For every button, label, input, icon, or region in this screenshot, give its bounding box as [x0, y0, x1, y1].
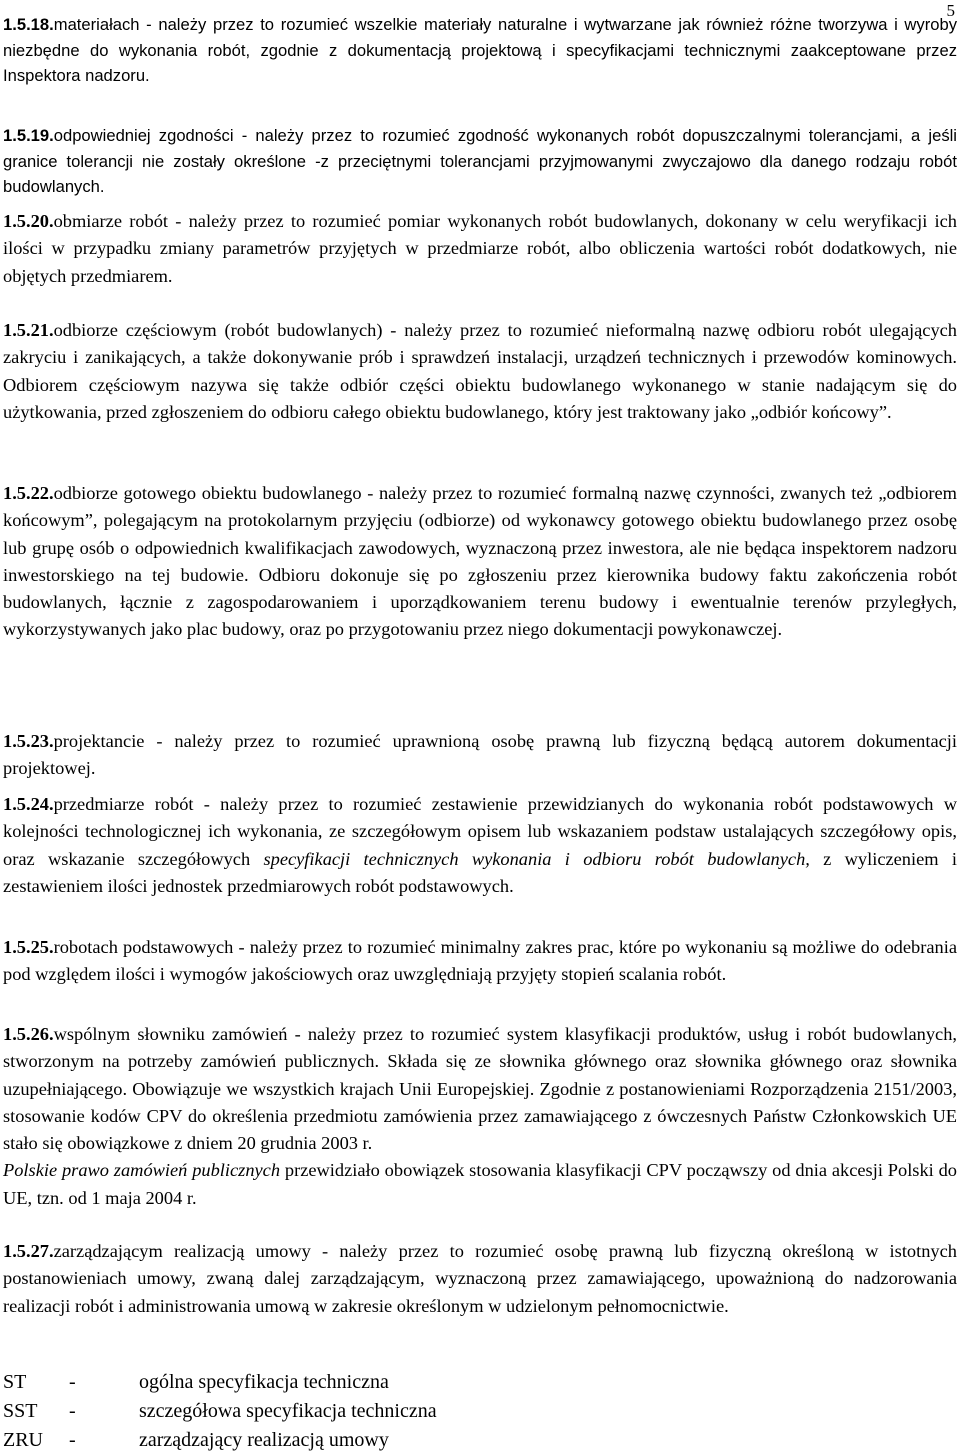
- definition-number: 1.5.25.: [3, 937, 54, 957]
- abbreviation-meaning: szczegółowa specyfikacja techniczna: [139, 1400, 437, 1422]
- definition-number: 1.5.21.: [3, 320, 54, 340]
- abbreviation-dash: -: [69, 1400, 76, 1422]
- abbreviation-dash: -: [69, 1429, 76, 1451]
- definition-1-5-20: [3, 208, 957, 290]
- definition-1-5-25: [3, 934, 957, 989]
- definition-1-5-27: [3, 1238, 957, 1320]
- abbreviation-meaning: ogólna specyfikacja techniczna: [139, 1371, 389, 1393]
- definition-text: projektancie - należy przez to rozumieć uprawnioną osobę prawną lub fizyczną będącą autorem dokumentacji projektowej.: [3, 731, 957, 779]
- definition-number: 1.5.22.: [3, 483, 54, 503]
- definition-text: odpowiedniej zgodności - należy przez to rozumieć zgodność wykonanych robót dopuszczalnymi tolerancjami, a jeśli granice tolerancji nie zostały określone -z przeciętnymi tolerancjami przyjmowanymi zwyczajowo dla danego rodzaju robót budowlanych.: [3, 126, 957, 196]
- definition-paragraph: [3, 1021, 957, 1157]
- definition-text: odbiorze częściowym (robót budowlanych) - należy przez to rozumieć nieformalną nazwę odbioru robót ulegających zakryciu i zanikających, a także dokonywanie prób i sprawdzeń instalacji, urządzeń technicznych i przewodów kominowych. Odbiorem częściowym nazywa się także odbiór części obiektu budowlanego wykonanego w stanie nadającym się do użytkowania, przed zgłoszeniem do odbioru całego obiektu budowlanego, który jest traktowany jako „odbiór końcowy”.: [3, 320, 957, 422]
- definition-1-5-18: [3, 12, 957, 89]
- definition-number: 1.5.20.: [3, 211, 54, 231]
- definition-text: wspólnym słowniku zamówień - należy przez to rozumieć system klasyfikacji produktów, usług i robót budowlanych, stworzonym na potrzeby zamówień publicznych. Składa się ze słownika głównego oraz słownika głównego oraz słownika uzupełniającego. Obowiązuje we wszystkich krajach Unii Europejskiej. Zgodnie z postanowieniami Rozporządzenia 2151/2003, stosowanie kodów CPV do określenia przedmiotu zamówienia przez zamawiającego z ówczesnych Państw Członkowskich UE stało się obowiązkowe z dniem 20 grudnia 2003 r.: [3, 1024, 957, 1154]
- definition-text: robotach podstawowych - należy przez to rozumieć minimalny zakres prac, które po wykonaniu są możliwe do odebrania pod względem ilości i wymogów jakościowych oraz uwzględniają przyjęty stopień scalania robót.: [3, 937, 957, 985]
- definition-text: przedmiarze robót - należy przez to rozumieć zestawienie przewidzianych do wykonania robót podstawowych w kolejności technologicznej ich wykonania, ze szczegółowym opisem lub wskazaniem podstaw ustalających szczegółowy opis, oraz wskazanie szczegółowych: [3, 794, 957, 869]
- abbreviation-code: SST: [3, 1400, 38, 1422]
- abbreviation-meaning: zarządzający realizacją umowy: [139, 1429, 389, 1451]
- abbreviation-row: [3, 1426, 957, 1455]
- abbreviation-row: [3, 1397, 957, 1426]
- abbreviation-row: [3, 1368, 957, 1397]
- definition-text-continued: z wyliczeniem i zestawieniem ilości jednostek przedmiarowych robót podstawowych.: [3, 848, 957, 896]
- definition-text-continued: przewidziało obowiązek stosowania klasyfikacji CPV począwszy od dnia akcesji Polski do UE, tzn. od 1 maja 2004 r.: [3, 1160, 957, 1208]
- definition-1-5-26: [3, 1021, 957, 1212]
- definition-number: 1.5.27.: [3, 1241, 54, 1261]
- definition-text-italic: specyfikacji technicznych wykonania i odbioru robót budowlanych,: [263, 848, 810, 869]
- definition-1-5-24: [3, 791, 957, 900]
- definition-text: odbiorze gotowego obiektu budowlanego - należy przez to rozumieć formalną nazwę czynności, zwanych też „odbiorem końcowym”, polegającym na protokolarnym przyjęciu (odbiorze) od wykonawcy gotowego obiektu budowlanego przez osobę lub grupę osób o odpowiednich kwalifikacjach zawodowych, wyznaczoną przez inwestora, ale nie będąca inspektorem nadzoru inwestorskiego na tej budowie. Odbioru dokonuje się po zgłoszeniu przez kierownika budowy faktu zakończenia robót budowlanych, łącznie z zagospodarowaniem i uporządkowaniem terenu budowy i ewentualnie terenów przyległych, wykorzystywanych jako plac budowy, oraz po przygotowaniu przez niego dokumentacji powykonawczej.: [3, 483, 957, 640]
- abbreviation-code: ST: [3, 1371, 27, 1393]
- page-number: 5: [946, 1, 955, 20]
- definition-1-5-23: [3, 728, 957, 783]
- abbreviation-code: ZRU: [3, 1429, 43, 1451]
- definition-1-5-21: [3, 317, 957, 426]
- definition-number: 1.5.24.: [3, 794, 54, 814]
- definition-paragraph-2: [3, 1157, 957, 1212]
- definition-1-5-19: [3, 123, 957, 200]
- law-title: Polskie prawo zamówień publicznych: [3, 1160, 281, 1181]
- definition-1-5-22: [3, 480, 957, 644]
- definition-text: materiałach - należy przez to rozumieć wszelkie materiały naturalne i wytwarzane jak również różne tworzywa i wyroby niezbędne do wykonania robót, zgodnie z dokumentacją projektową i specyfikacjami technicznymi zaakceptowane przez Inspektora nadzoru.: [3, 15, 957, 85]
- definition-number: 1.5.18.: [3, 15, 54, 34]
- definition-text: obmiarze robót - należy przez to rozumieć pomiar wykonanych robót budowlanych, dokonany w celu weryfikacji ich ilości w przypadku zmiany parametrów przyjętych w przedmiarze robót, albo obliczenia wartości robót dodatkowych, nie objętych przedmiarem.: [3, 211, 957, 286]
- definition-number: 1.5.26.: [3, 1024, 54, 1044]
- abbreviation-dash: -: [69, 1371, 76, 1393]
- definition-number: 1.5.19.: [3, 126, 54, 145]
- definition-text: zarządzającym realizacją umowy - należy przez to rozumieć osobę prawną lub fizyczną określoną w istotnych postanowieniach umowy, zwaną dalej zarządzającym, wyznaczoną przez zamawiającego, upoważnioną do nadzorowania realizacji robót i administrowania umową w zakresie określonym w udzielonym pełnomocnictwie.: [3, 1241, 957, 1316]
- abbreviations-list: [3, 1368, 957, 1455]
- definition-number: 1.5.23.: [3, 731, 54, 751]
